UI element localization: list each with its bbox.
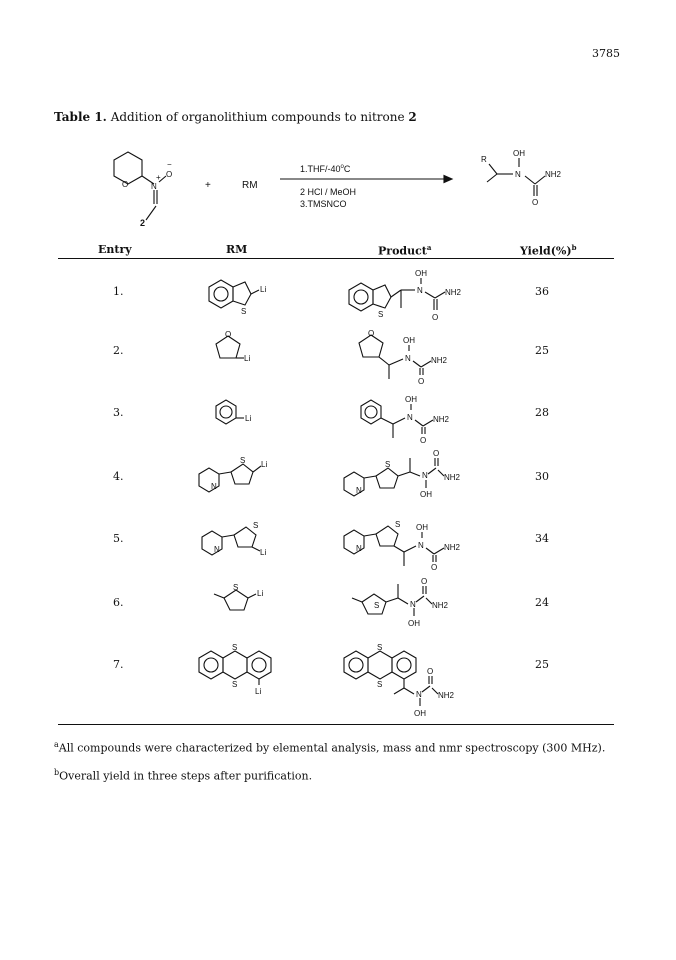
- rm-phenyllithium: [212, 394, 272, 430]
- atom-s: S: [374, 601, 380, 610]
- product-6-structure: [350, 578, 480, 634]
- product-r-group: R: [481, 155, 487, 164]
- atom-nh2: NH2: [444, 473, 461, 482]
- condition-step-2: 2 HCl / MeOH: [300, 187, 357, 197]
- rm-pyridylthienyllithium-a: [195, 452, 290, 496]
- entry-5: 5.: [113, 532, 124, 545]
- reaction-arrow: [280, 174, 452, 184]
- nitrone-minus-charge: −: [167, 160, 172, 169]
- reagent-rm: RM: [242, 180, 258, 191]
- atom-li: Li: [245, 414, 252, 423]
- atom-n: N: [418, 541, 424, 550]
- atom-o: O: [431, 563, 438, 572]
- atom-o: O: [432, 313, 439, 322]
- atom-n: N: [410, 600, 416, 609]
- atom-s: S: [232, 680, 238, 689]
- atom-o: O: [427, 667, 434, 676]
- atom-s: S: [385, 460, 391, 469]
- atom-oh: OH: [415, 269, 427, 278]
- yield-4: 30: [535, 470, 549, 483]
- atom-s: S: [233, 583, 239, 592]
- product-3-structure: [357, 390, 477, 448]
- atom-oh: OH: [420, 490, 432, 499]
- table-caption: Table 1. Addition of organolithium compounds to nitrone 2: [54, 110, 417, 124]
- compound-2-label: 2: [140, 218, 146, 228]
- atom-o: O: [420, 436, 427, 445]
- atom-s: S: [377, 680, 383, 689]
- rm-furyllithium: [212, 328, 272, 368]
- footnote-b: $^b$Overall yield in three steps after purification.: [54, 768, 313, 783]
- entry-6: 6.: [113, 596, 124, 609]
- atom-li: Li: [261, 460, 268, 469]
- atom-n: N: [214, 545, 220, 554]
- nitrone-nitrogen: N: [151, 182, 157, 191]
- header-entry: Entry: [98, 243, 132, 256]
- product-7-structure: [340, 640, 480, 722]
- atom-nh2: NH2: [444, 543, 461, 552]
- page-number: 3785: [592, 47, 620, 60]
- atom-s: S: [253, 521, 259, 530]
- nitrone-ring-oxygen: O: [122, 180, 129, 189]
- atom-s: S: [395, 520, 401, 529]
- yield-5: 34: [535, 532, 549, 545]
- atom-n: N: [416, 690, 422, 699]
- atom-s: S: [377, 643, 383, 652]
- yield-1: 36: [535, 285, 549, 298]
- condition-step-3: 3.TMSNCO: [300, 199, 347, 209]
- atom-li: Li: [257, 589, 264, 598]
- atom-nh2: NH2: [438, 691, 455, 700]
- atom-n: N: [407, 413, 413, 422]
- atom-n: N: [211, 482, 217, 491]
- product-1-structure: [345, 268, 475, 323]
- rm-methylthienyllithium: [212, 582, 292, 622]
- atom-s: S: [241, 307, 247, 316]
- atom-nh2: NH2: [445, 288, 462, 297]
- atom-oh: OH: [408, 619, 420, 628]
- atom-o: O: [421, 577, 428, 586]
- rm-thianthrenyllithium: [195, 640, 285, 696]
- caption-compound: 2: [408, 110, 417, 124]
- atom-n: N: [356, 544, 362, 553]
- atom-o: O: [368, 329, 375, 338]
- yield-3: 28: [535, 406, 549, 419]
- atom-li: Li: [255, 687, 262, 696]
- atom-n: N: [422, 471, 428, 480]
- header-yield: Yield(%)$^b$: [520, 243, 577, 258]
- atom-s: S: [378, 310, 384, 319]
- atom-s: S: [232, 643, 238, 652]
- atom-oh: OH: [405, 395, 417, 404]
- atom-s: S: [240, 456, 246, 465]
- atom-o: O: [225, 330, 232, 339]
- caption-text: Addition of organolithium compounds to nitrone: [110, 110, 405, 124]
- atom-oh: OH: [403, 336, 415, 345]
- atom-nh2: NH2: [431, 356, 448, 365]
- product-nitrogen: N: [515, 170, 521, 179]
- header-rm: RM: [226, 243, 248, 256]
- atom-n: N: [417, 286, 423, 295]
- atom-li: Li: [260, 285, 267, 294]
- entry-7: 7.: [113, 658, 124, 671]
- header-product: Product$^a$: [378, 243, 432, 258]
- yield-7: 25: [535, 658, 549, 671]
- atom-li: Li: [260, 548, 267, 557]
- atom-nh2: NH2: [433, 415, 450, 424]
- atom-n: N: [356, 486, 362, 495]
- product-5-structure: [340, 514, 480, 570]
- condition-step-1: 1.THF/-40$^o$C: [300, 164, 351, 174]
- product-2-structure: [355, 325, 475, 385]
- entry-1: 1.: [113, 285, 124, 298]
- atom-n: N: [405, 354, 411, 363]
- plus-sign: +: [205, 180, 211, 191]
- entry-2: 2.: [113, 344, 124, 357]
- product-4-structure: [340, 450, 480, 502]
- nitrone-structure: [100, 140, 190, 230]
- atom-oh: OH: [416, 523, 428, 532]
- entry-4: 4.: [113, 470, 124, 483]
- atom-li: Li: [244, 354, 251, 363]
- atom-nh2: NH2: [432, 601, 449, 610]
- general-product-structure: [475, 140, 575, 210]
- rm-pyridylthienyllithium-b: [198, 515, 288, 559]
- caption-label: Table 1: [54, 110, 103, 124]
- yield-6: 24: [535, 596, 549, 609]
- atom-o: O: [433, 449, 440, 458]
- product-carbonyl-oxygen: O: [532, 198, 539, 207]
- yield-2: 25: [535, 344, 549, 357]
- table-bottom-rule: [58, 724, 614, 725]
- product-hydroxyl: OH: [513, 149, 525, 158]
- atom-o: O: [418, 377, 425, 386]
- nitrone-oxygen: O: [166, 170, 173, 179]
- product-amine: NH2: [545, 170, 562, 179]
- footnote-a: $^a$All compounds were characterized by elemental analysis, mass and nmr spectroscopy (300 MHz).: [54, 740, 606, 755]
- atom-oh: OH: [414, 709, 426, 718]
- rm-benzothienyllithium: [205, 273, 285, 317]
- nitrone-plus-charge: +: [156, 173, 161, 182]
- entry-3: 3.: [113, 406, 124, 419]
- table-top-rule: [58, 258, 614, 259]
